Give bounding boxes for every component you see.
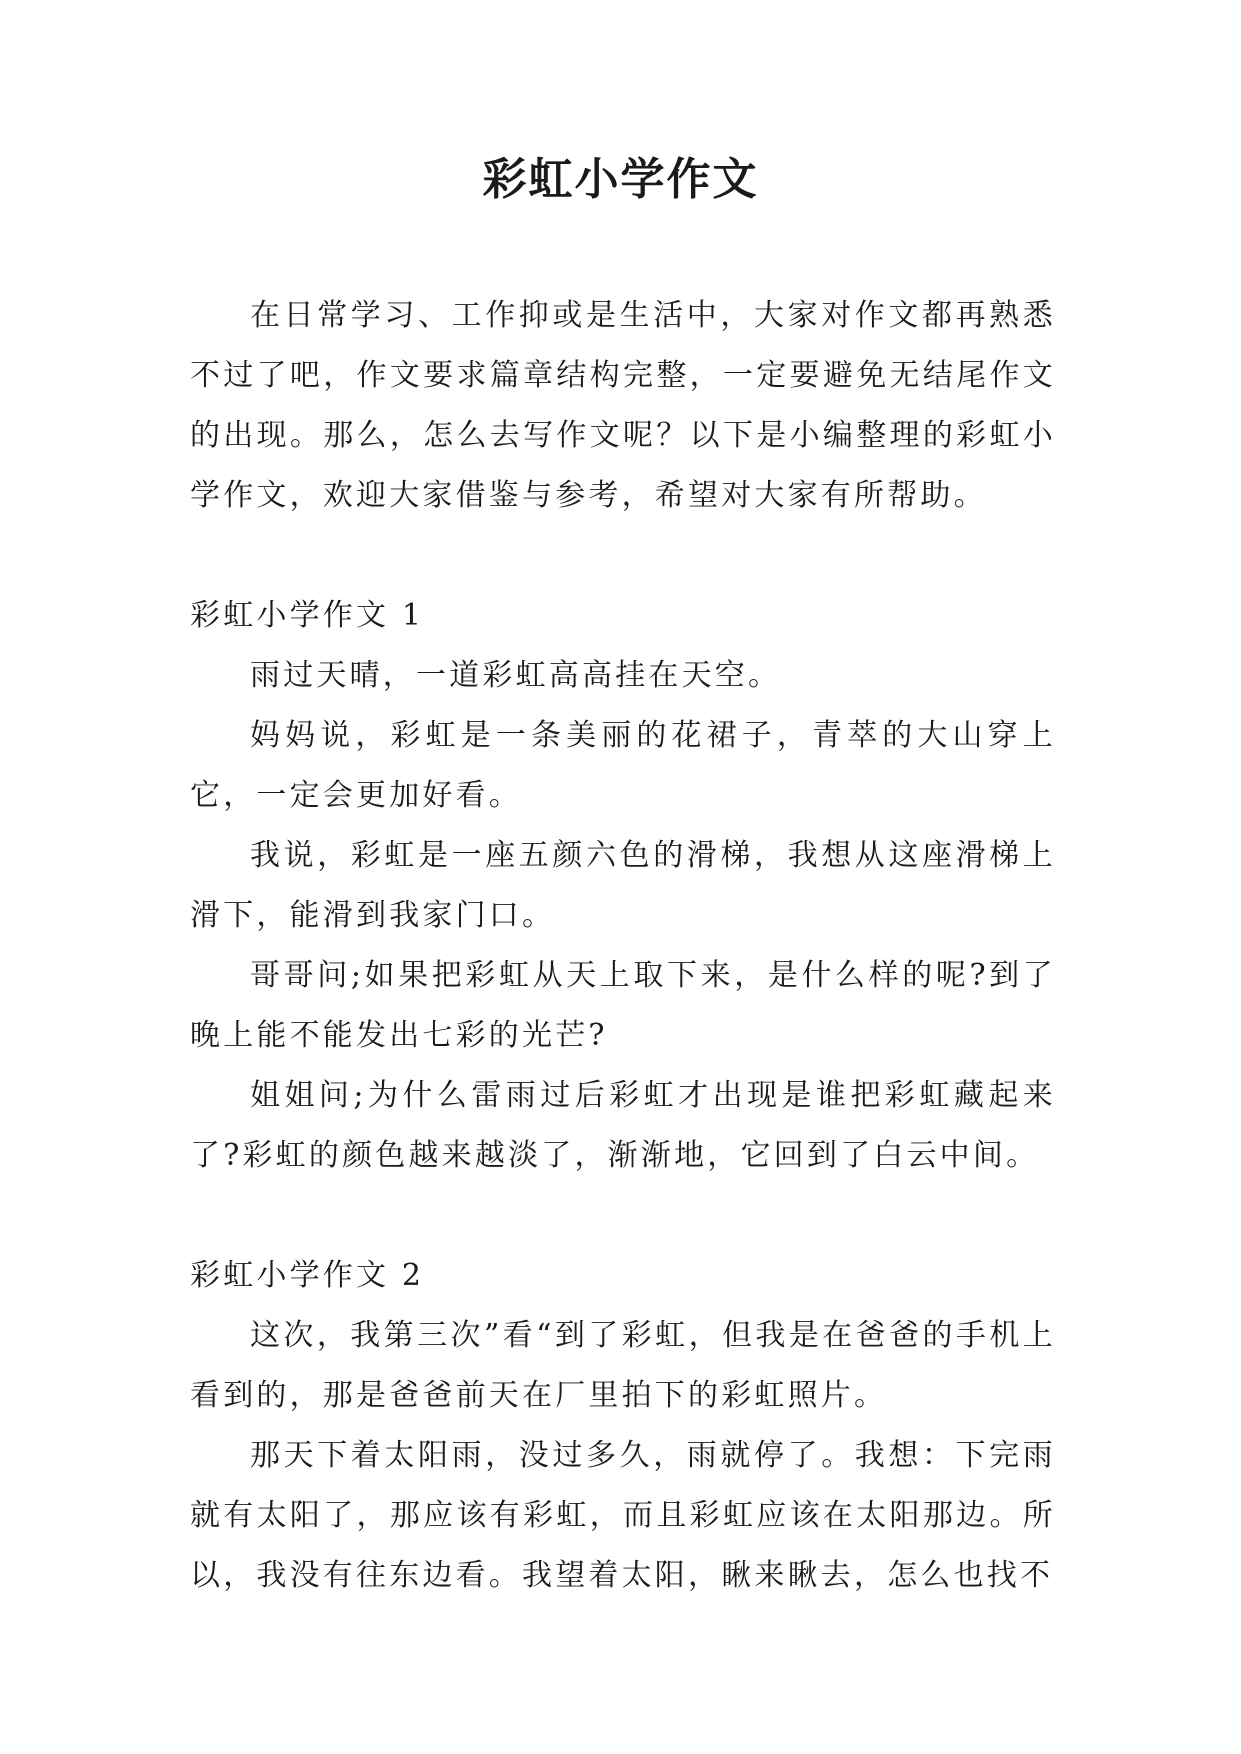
section-paragraph: 这次，我第三次”看“到了彩虹，但我是在爸爸的手机上看到的，那是爸爸前天在厂里拍下的彩虹照片。 [190,1318,1056,1413]
section-2 [190,1246,1056,1606]
intro-paragraph: 在日常学习、工作抑或是生活中，大家对作文都再熟悉不过了吧，作文要求篇章结构完整，一定要避免无结尾作文的出现。那么，怎么去写作文呢？以下是小编整理的彩虹小学作文，欢迎大家借鉴与参考，希望对大家有所帮助。 [190,298,1056,513]
section-paragraph: 哥哥问;如果把彩虹从天上取下来，是什么样的呢?到了晚上能不能发出七彩的光芒? [190,958,1056,1053]
section-paragraph: 妈妈说，彩虹是一条美丽的花裙子，青萃的大山穿上它，一定会更加好看。 [190,718,1056,813]
section-paragraph: 雨过天晴，一道彩虹高高挂在天空。 [250,658,782,693]
section-paragraph: 姐姐问;为什么雷雨过后彩虹才出现是谁把彩虹藏起来了?彩虹的颜色越来越淡了，渐渐地，它回到了白云中间。 [190,1078,1056,1173]
section-spacer [190,526,1056,586]
section-heading: 彩虹小学作文 1 [190,598,425,633]
section-paragraph: 我说，彩虹是一座五颜六色的滑梯，我想从这座滑梯上滑下，能滑到我家门口。 [190,838,1056,933]
section-paragraph: 那天下着太阳雨，没过多久，雨就停了。我想：下完雨就有太阳了，那应该有彩虹，而且彩虹应该在太阳那边。所以，我没有往东边看。我望着太阳，瞅来瞅去，怎么也找不 [190,1438,1056,1593]
section-heading: 彩虹小学作文 2 [190,1258,425,1293]
section-1 [190,586,1056,1186]
section-spacer [190,1186,1056,1246]
document-body [190,286,1056,1606]
document-title: 彩虹小学作文 [482,154,759,205]
